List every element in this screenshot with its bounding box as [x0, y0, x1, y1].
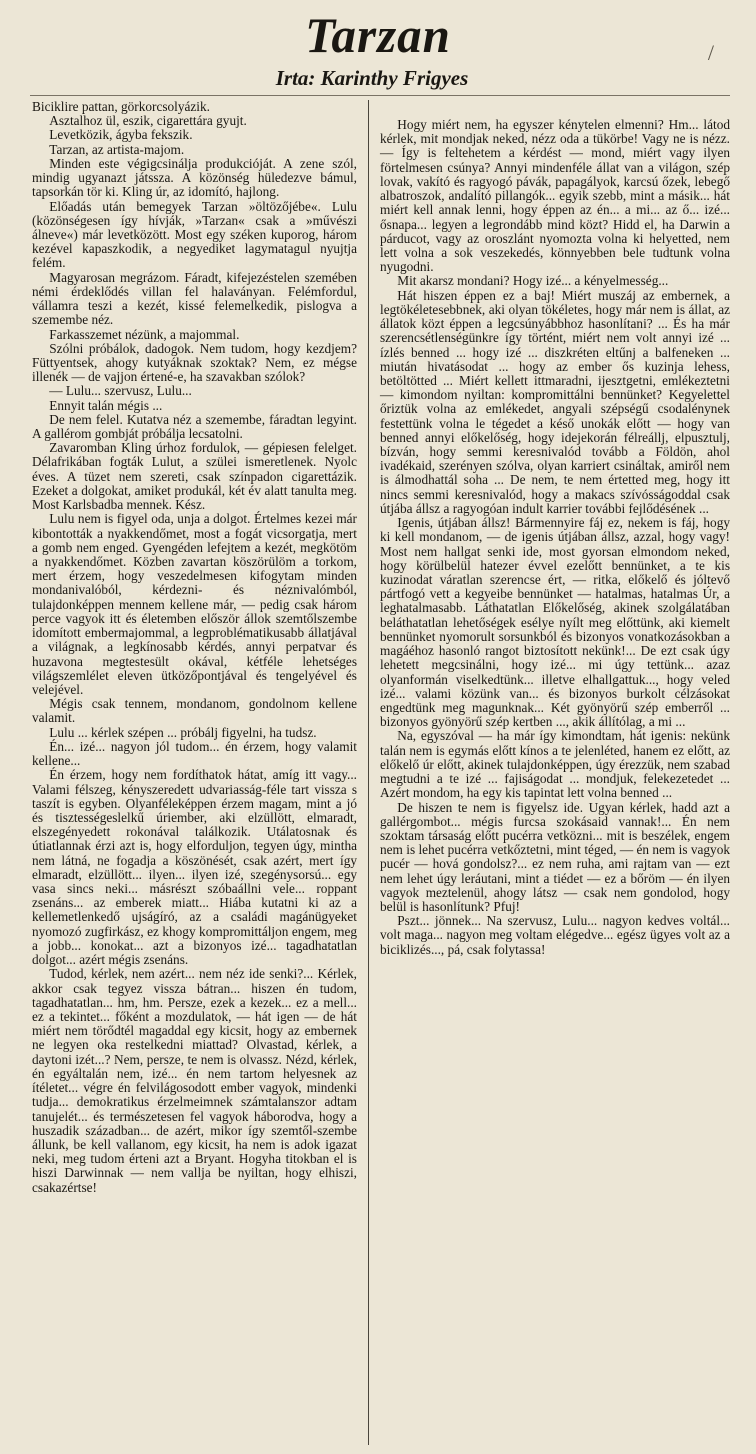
paragraph: Asztalhoz ül, eszik, cigarettára gyujt. — [49, 113, 247, 129]
paragraph: De nem felel. Kutatva néz a szemembe, fáradtan legyint. A gallérom gombját próbálja lecsatolni. — [32, 411, 357, 442]
paragraph: Tudod, kérlek, nem azért... nem néz ide senki?... Kérlek, akkor csak tegyez vissza bátran... hiszen én tudom, tagadhatatlan... hm, hm. Persze, ezek a kezek... ez a mell... ez a tekintet... főként a mozdulatok, — hát igen — de hát miért nem törődtél magaddal egy kicsit, hogy az embernek ne legyen oka restelkedni miattad? Olvastad, kérlek, a daytoni izét...? Nem, persze, te nem is olvassz. Nézd, kérlek, én egyáltalán nem, izé... én nem tartom helyesnek az ítéletet... végre én felvilágosodott ember vagyok, mindenki tudja... demokratikus érzelmeimnek számtalanszor adtam tanujelét... és természetesen fel vagyok háborodva, hogy a huszadik században... de azért, mikor így szemtől-szembe állunk, be kell vallanom, egy kicsit, ha nem is adok igazat neki, meg tudom érteni azt a Bryant. Hogyha titokban el is hiszi Darwinnak — nem vallja be nyiltan, hogy elhiszi, csakazértse! — [32, 966, 357, 1195]
header-rule — [30, 95, 730, 96]
paragraph: Mégis csak tennem, mondanom, gondolnom kellene valamit. — [32, 696, 357, 726]
paragraph: Biciklire pattan, görkorcsolyázik. — [32, 99, 210, 114]
paragraph: Ennyit talán mégis ... — [49, 397, 163, 413]
paragraph: Magyarosan megrázom. Fáradt, kifejezéstelen szemében némi érdeklődés villan fel halaványan. Felémfordul, vállamra teszi a kezét, kissé felemelkedik, pislogva a szemembe néz. — [32, 269, 357, 328]
paragraph: Igenis, útjában állsz! Bármennyire fáj ez, nekem is fáj, hogy ki kell mondanom, — de igenis útjában állsz, azzal, hogy vagy! Most nem hallgat senki ide, most gyorsan elmondom neked, hogy körülbelül hatezer évvel ezelőtt bennünket, a te kis kuzinodat váratlan szerencse ért, — ritka, előkelő és jóltevő pártfogó vett a kegyeibe bennünket — hatalmas, hatalmas Úr, a leghatalmasabb. Láthatatlan Előkelőség, akinek szolgálatában beláthatatlan lehetőségek esélye nyílt meg előttünk, aki kiemelt bennünket nyomorult sorsunkból és bizonyos vonatkozásokban a magáéhoz hasonló rangot biztosított nekünk!... De ezt csak úgy lehetett megcsinálni, hogy izé... mi úgy tettünk... azaz olyanformán viselkedtünk... illetve elhallgattuk..., hogy veled izé... valami közünk van... és bizonyos burkolt célzásokat engedtünk meg magunknak... Két gyönyörű szép emberről ... bizonyos gyönyörű szép kertben ..., akik állítólag, a mi ... — [380, 515, 730, 730]
paragraph: Tarzan, az artista-majom. — [49, 141, 185, 157]
paragraph: Lulu ... kérlek szépen ... próbálj figyelni, ha tudsz. — [49, 724, 317, 740]
paragraph: Minden este végigcsinálja produkcióját. A zene szól, mindig ugyanazt játssza. A közönség hüledezve bámul, tapsorkán tör ki. Kling úr, az idomító, hajlong. — [32, 155, 357, 200]
paragraph: Én... izé... nagyon jól tudom... én érzem, hogy valamit kellene... — [32, 738, 357, 769]
paragraph: Hogy miért nem, ha egyszer kénytelen elmenni? Hm... látod kérlek, mit mondjak neked, nézz oda a tükörbe! Vagy ne is nézz. — Így is feltehetem a kérdést — mond, miért vagy ilyen förtelmesen csúnya? Annyi mindenféle állat van a világon, szép lovak, vakító és ragyogó pávák, papagályok, karcsú őzek, lebegő albatroszok, andalító pillangók... egyik szebb, mint a másik... hát miért kell annak lenni, hogy éppen az én... a mi... az ő... izé... ősnapa... legyen a legrondább mind közt? Hidd el, ha Darwin a párducot, vagy az oroszlánt nyomozta volna ki helyetted, nem lett volna a sok veszekedés, könnyebben bele tudtunk volna nyugodni. — [380, 117, 730, 275]
article-title: Tarzan — [305, 7, 451, 63]
paragraph: Farkasszemet nézünk, a majommal. — [49, 326, 240, 342]
paragraph: Lulu nem is figyel oda, unja a dolgot. Értelmes kezei már kibontották a nyakkendőmet, most a fogát vicsorgatja, mert a gomb nem enged. Gyengéden lefejtem a kezét, megkötöm a nyakkendőmet. Közben zavartan köszörülöm a torkom, mert érzem, hogy veszedelmesen kifogytam minden mondanivalóból, kérdezni- és néznivalómból, tulajdonképpen mennem kellene már, — pedig csak három perce vagyok itt és életemben először állok szemtőlszembe idomított embermajommal, a legproblématikusabb állatjával a világnak, a legkínosabb kérdés, annyi perpatvar és huzavona megtestesült okával, kétféle lehetséges világszemlélet eleven ütközőpontjával és tengelyével és velejével. — [32, 511, 357, 697]
paragraph: Előadás után bemegyek Tarzan »öltözőjébe«. Lulu (közönségesen így hívják, »Tarzan« csak a »művészi álneve«) már levetközött. Most egy széken kuporog, három kezével kapaszkodik, a negyediket lagymatagul nyujtja felém. — [32, 198, 357, 271]
left-column — [32, 100, 357, 1195]
paragraph: Mit akarsz mondani? Hogy izé... a kényelmesség... — [397, 273, 669, 289]
paragraph: Hát hiszen éppen ez a baj! Miért muszáj az embernek, a legtökéletesebbnek, aki olyan tökéletes, hogy már nem is állat, az állatok közt éppen a legcsúnyábbhoz hasonlítani? ... És ha már szerencsétlenségünkre így történt, miért nem volt annyi izé ... ízlés benned ... hogy izé ... diszkréten eltűnj a balfeneken ... miután hivatásodat ... hogy az ember ős kuzinja lehess, betöltötted ... Miért kellett ittmaradni, ijesztgetni, emlékeztetni — kimondom nyiltan: kompromittálni bennünket? Kegyelettel őriztük volna az emlékedet, angyali szépségű csodalénynek festettünk volna le tégedet a késő unokák előtt — hogy van benned annyi előkelőség, hogy idejekorán félreállj, elpusztulj, bízván, hogy semmi keresnivalód tovább a Földön, ahol ivadékaid, szerényen szólva, olyan karriert csináltak, amiről nem is álmodhattál soha ... De nem, te nem értetted meg, hogy itt nincs semmi keresnivalód, hogy a makacs szívósságoddal csak útjába állsz a ragyogóan indult karrier további fejlődésének ... — [380, 287, 730, 516]
paragraph: — Lulu... szervusz, Lulu... — [49, 383, 192, 399]
paragraph: De hiszen te nem is figyelsz ide. Ugyan kérlek, hadd azt a gallérgombot... mégis furcsa szokásaid vannak!... Én nem szoktam társaság előtt pucérra vetközni... mit is beszélek, engem nem is lehet pucérra vetkőztetni, mint téged, — én nem is vagyok pucér — hová gondolsz?... ez nem ruha, ami rajtam van — ezt nem lehet úgy leráutani, mint a tiédet — ez a bőröm — én ilyen vagyok meztelenül, ahogy látsz — csak nem gondolod, hogy belül is hasonlítunk? Pfuj! — [380, 799, 730, 915]
paragraph: Na, egyszóval — ha már így kimondtam, hát igenis: nekünk talán nem is egymás előtt kínos a te jelenléted, hanem ez előtt, az előkelő úr előtt, akinek tulajdonképpen, úgy érezzük, nem szabad megtudni a te izé ... fajiságodat ... mondjuk, felekezetedet ... Azért mondom, ha egy kis tapintat lett volna benned ... — [380, 728, 730, 801]
paragraph: Szólni próbálok, dadogok. Nem tudom, hogy kezdjem? Füttyentsek, ahogy kutyáknak szoktak? Nem, ez mégse illenék — de vajjon értené-e, ha szavakban szólok? — [32, 340, 357, 385]
paragraph: Zavaromban Kling úrhoz fordulok, — gépiesen felelget. Délafrikában fogták Lulut, a szülei ismeretlenek. Nyolc éves. A tüzet nem szereti, csak színpadon cigarettázik. Ezeket a dolgokat, amiket produkál, két év alatt tanulta meg. Most Karlsbadba mennek. Kész. — [32, 440, 357, 513]
right-column — [380, 118, 730, 957]
article-byline: Irta: Karinthy Frigyes — [275, 66, 469, 90]
column-rule — [368, 100, 369, 1445]
corner-mark: / — [707, 40, 714, 65]
paragraph: Levetközik, ágyba fekszik. — [49, 127, 193, 143]
paragraph: Pszt... jönnek... Na szervusz, Lulu... nagyon kedves voltál... volt maga... nagyon meg voltam elégedve... egész ügyes volt az a biciklizés..., pá, csak folytassa! — [380, 913, 730, 957]
paragraph: Én érzem, hogy nem fordíthatok hátat, amíg itt vagy... Valami félszeg, kényszeredett udvariasság-féle tart vissza s taszít is egyben. Olyanféleképpen érzem magam, mint a jó és tisztességeslelkű úriember, aki elzüllött, elmaradt, elszegényedett rokonával találkozik. Utálatosnak és útiatlannak érzi azt is, hogy elforduljon, tegyen úgy, mintha nem látná, ne fogadja a köszönését, csak azért, mert így elmaradt, elzüllött... ilyen... ilyen izé, szegénysorsú... egy vasa sincs neki... másrészt szóbaállni vele... roppant zsenáns... az emberek miatt... Hiába kutatni ki az a kellemetlenkedő ujságíró, az a családi magánügyeket nyomozó zugfirkász, ez khogy kompromittáljon engem, meg a jobb... konokat... azt a bizonyos izé... tagadhatatlan dolgot... azért mégis zsenáns. — [32, 767, 357, 968]
